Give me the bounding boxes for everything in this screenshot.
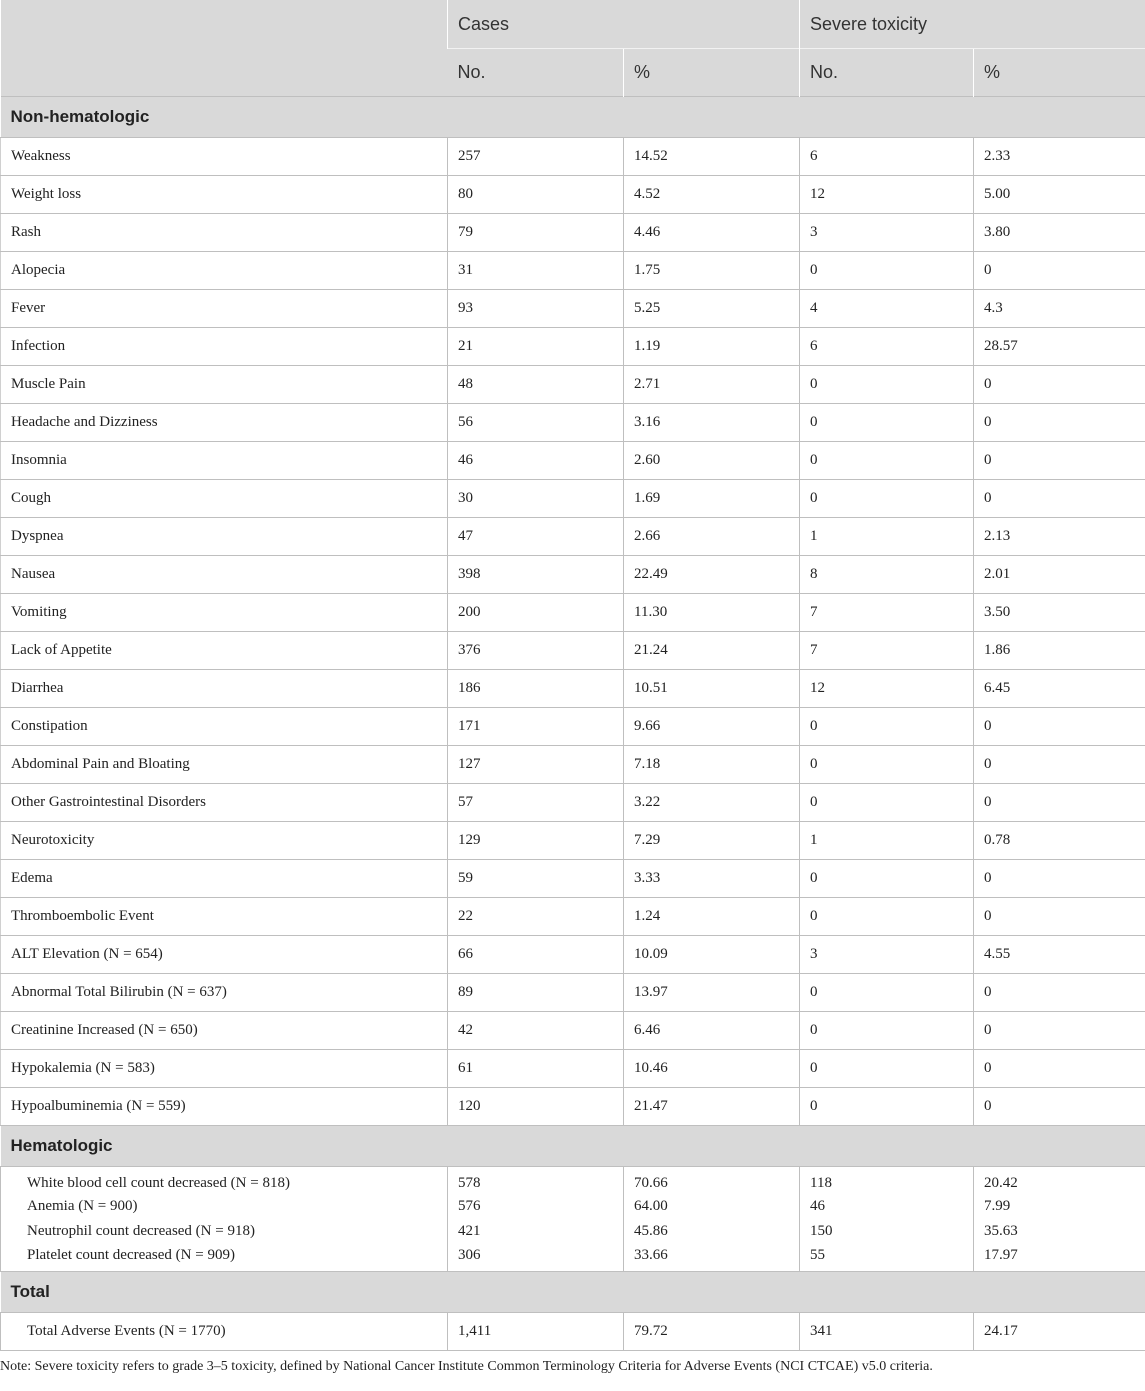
table-row bbox=[1, 442, 1145, 480]
event-name-cell: Abnormal Total Bilirubin (N = 637) bbox=[1, 974, 448, 1012]
event-name-cell: Edema bbox=[1, 860, 448, 898]
severe-no-cell: 0 bbox=[800, 860, 974, 898]
section-title: Total bbox=[1, 1272, 1145, 1313]
cases-no-cell: 257 bbox=[448, 138, 624, 176]
severe-pct-cell: 0 bbox=[974, 784, 1145, 822]
severe-no-cell: 55 bbox=[800, 1244, 974, 1272]
severe-pct-cell: 2.33 bbox=[974, 138, 1145, 176]
event-name-cell: Weakness bbox=[1, 138, 448, 176]
severe-pct-cell: 5.00 bbox=[974, 176, 1145, 214]
table-row bbox=[1, 1088, 1145, 1126]
severe-pct-cell: 0.78 bbox=[974, 822, 1145, 860]
cases-pct-cell: 2.60 bbox=[624, 442, 800, 480]
severe-pct-cell: 2.13 bbox=[974, 518, 1145, 556]
table-row bbox=[1, 290, 1145, 328]
cases-no-cell: 129 bbox=[448, 822, 624, 860]
cases-no-cell: 578 bbox=[448, 1167, 624, 1195]
cases-pct-cell: 21.47 bbox=[624, 1088, 800, 1126]
cases-pct-cell: 6.46 bbox=[624, 1012, 800, 1050]
severe-pct-cell: 0 bbox=[974, 442, 1145, 480]
severe-pct-cell: 0 bbox=[974, 708, 1145, 746]
severe-no-cell: 12 bbox=[800, 176, 974, 214]
event-name-cell: Rash bbox=[1, 214, 448, 252]
severe-no-cell: 3 bbox=[800, 936, 974, 974]
cases-no-cell: 47 bbox=[448, 518, 624, 556]
event-name-cell: Constipation bbox=[1, 708, 448, 746]
event-name-cell: Hypokalemia (N = 583) bbox=[1, 1050, 448, 1088]
table-row bbox=[1, 214, 1145, 252]
event-name-cell: Creatinine Increased (N = 650) bbox=[1, 1012, 448, 1050]
cases-no-cell: 59 bbox=[448, 860, 624, 898]
event-name-cell: Vomiting bbox=[1, 594, 448, 632]
severe-no-cell: 6 bbox=[800, 328, 974, 366]
cases-pct-cell: 10.46 bbox=[624, 1050, 800, 1088]
event-name-cell: Other Gastrointestinal Disorders bbox=[1, 784, 448, 822]
severe-no-cell: 118 bbox=[800, 1167, 974, 1195]
event-name-cell: Infection bbox=[1, 328, 448, 366]
cases-pct-cell: 3.33 bbox=[624, 860, 800, 898]
cases-pct-cell: 4.46 bbox=[624, 214, 800, 252]
section-header-row bbox=[1, 97, 1145, 138]
event-name-cell: Total Adverse Events (N = 1770) bbox=[1, 1313, 448, 1351]
table-header bbox=[1, 0, 1145, 97]
event-name-cell: Anemia (N = 900) bbox=[1, 1194, 448, 1219]
cases-pct-cell: 10.51 bbox=[624, 670, 800, 708]
cases-pct-cell: 5.25 bbox=[624, 290, 800, 328]
cases-no-cell: 42 bbox=[448, 1012, 624, 1050]
cases-no-cell: 48 bbox=[448, 366, 624, 404]
table-row bbox=[1, 860, 1145, 898]
table-row bbox=[1, 556, 1145, 594]
event-name-cell: Neutrophil count decreased (N = 918) bbox=[1, 1219, 448, 1244]
table-row bbox=[1, 1219, 1145, 1244]
table-row bbox=[1, 936, 1145, 974]
table-row bbox=[1, 594, 1145, 632]
severe-pct-cell: 0 bbox=[974, 404, 1145, 442]
severe-no-cell: 341 bbox=[800, 1313, 974, 1351]
event-name-cell: Neurotoxicity bbox=[1, 822, 448, 860]
cases-no-cell: 31 bbox=[448, 252, 624, 290]
cases-pct-cell: 9.66 bbox=[624, 708, 800, 746]
cases-pct-cell: 45.86 bbox=[624, 1219, 800, 1244]
severe-pct-cell: 7.99 bbox=[974, 1194, 1145, 1219]
severe-pct-cell: 0 bbox=[974, 1012, 1145, 1050]
severe-pct-cell: 0 bbox=[974, 974, 1145, 1012]
severe-no-cell: 0 bbox=[800, 784, 974, 822]
event-name-cell: Hypoalbuminemia (N = 559) bbox=[1, 1088, 448, 1126]
severe-pct-cell: 0 bbox=[974, 860, 1145, 898]
event-name-cell: Diarrhea bbox=[1, 670, 448, 708]
severe-pct-cell: 24.17 bbox=[974, 1313, 1145, 1351]
severe-pct-cell: 0 bbox=[974, 898, 1145, 936]
cases-no-cell: 89 bbox=[448, 974, 624, 1012]
cases-no-cell: 93 bbox=[448, 290, 624, 328]
table-row bbox=[1, 176, 1145, 214]
cases-pct-cell: 1.75 bbox=[624, 252, 800, 290]
severe-no-cell: 3 bbox=[800, 214, 974, 252]
severe-no-cell: 0 bbox=[800, 366, 974, 404]
table-row bbox=[1, 708, 1145, 746]
severe-pct-cell: 0 bbox=[974, 1088, 1145, 1126]
header-severe-pct: % bbox=[974, 49, 1145, 97]
header-cases-no: No. bbox=[448, 49, 624, 97]
event-name-cell: Thromboembolic Event bbox=[1, 898, 448, 936]
table-row bbox=[1, 632, 1145, 670]
cases-no-cell: 376 bbox=[448, 632, 624, 670]
severe-no-cell: 7 bbox=[800, 632, 974, 670]
cases-no-cell: 22 bbox=[448, 898, 624, 936]
severe-pct-cell: 28.57 bbox=[974, 328, 1145, 366]
cases-pct-cell: 79.72 bbox=[624, 1313, 800, 1351]
cases-pct-cell: 14.52 bbox=[624, 138, 800, 176]
cases-no-cell: 21 bbox=[448, 328, 624, 366]
severe-no-cell: 1 bbox=[800, 822, 974, 860]
cases-no-cell: 30 bbox=[448, 480, 624, 518]
cases-no-cell: 79 bbox=[448, 214, 624, 252]
cases-no-cell: 120 bbox=[448, 1088, 624, 1126]
severe-no-cell: 46 bbox=[800, 1194, 974, 1219]
cases-no-cell: 61 bbox=[448, 1050, 624, 1088]
table-row bbox=[1, 1244, 1145, 1272]
severe-pct-cell: 17.97 bbox=[974, 1244, 1145, 1272]
severe-pct-cell: 0 bbox=[974, 746, 1145, 784]
cases-pct-cell: 7.29 bbox=[624, 822, 800, 860]
cases-pct-cell: 4.52 bbox=[624, 176, 800, 214]
cases-no-cell: 200 bbox=[448, 594, 624, 632]
severe-no-cell: 0 bbox=[800, 746, 974, 784]
table-row bbox=[1, 974, 1145, 1012]
severe-no-cell: 0 bbox=[800, 480, 974, 518]
cases-pct-cell: 64.00 bbox=[624, 1194, 800, 1219]
severe-no-cell: 7 bbox=[800, 594, 974, 632]
event-name-cell: Nausea bbox=[1, 556, 448, 594]
severe-pct-cell: 0 bbox=[974, 1050, 1145, 1088]
table-row bbox=[1, 480, 1145, 518]
table-row bbox=[1, 404, 1145, 442]
severe-no-cell: 0 bbox=[800, 442, 974, 480]
severe-pct-cell: 3.50 bbox=[974, 594, 1145, 632]
table-row bbox=[1, 366, 1145, 404]
cases-pct-cell: 1.19 bbox=[624, 328, 800, 366]
section-title: Non-hematologic bbox=[1, 97, 1145, 138]
table-row bbox=[1, 784, 1145, 822]
severe-no-cell: 6 bbox=[800, 138, 974, 176]
table-row bbox=[1, 138, 1145, 176]
cases-pct-cell: 2.71 bbox=[624, 366, 800, 404]
cases-pct-cell: 22.49 bbox=[624, 556, 800, 594]
severe-no-cell: 0 bbox=[800, 1050, 974, 1088]
header-blank-cell bbox=[1, 0, 448, 97]
event-name-cell: White blood cell count decreased (N = 818) bbox=[1, 1167, 448, 1195]
cases-no-cell: 127 bbox=[448, 746, 624, 784]
section-header-row bbox=[1, 1126, 1145, 1167]
table-row bbox=[1, 328, 1145, 366]
cases-pct-cell: 33.66 bbox=[624, 1244, 800, 1272]
cases-pct-cell: 1.24 bbox=[624, 898, 800, 936]
cases-no-cell: 1,411 bbox=[448, 1313, 624, 1351]
severe-no-cell: 0 bbox=[800, 974, 974, 1012]
cases-pct-cell: 13.97 bbox=[624, 974, 800, 1012]
table-row bbox=[1, 746, 1145, 784]
table-row bbox=[1, 822, 1145, 860]
table-footnote: Note: Severe toxicity refers to grade 3–5 toxicity, defined by National Cancer Institute Common Terminology Criteria for Adverse Events (NCI CTCAE) v5.0 criteria. bbox=[0, 1359, 933, 1374]
severe-no-cell: 150 bbox=[800, 1219, 974, 1244]
cases-pct-cell: 2.66 bbox=[624, 518, 800, 556]
event-name-cell: Lack of Appetite bbox=[1, 632, 448, 670]
severe-no-cell: 4 bbox=[800, 290, 974, 328]
cases-no-cell: 57 bbox=[448, 784, 624, 822]
table-row bbox=[1, 670, 1145, 708]
severe-no-cell: 0 bbox=[800, 898, 974, 936]
cases-no-cell: 398 bbox=[448, 556, 624, 594]
cases-pct-cell: 11.30 bbox=[624, 594, 800, 632]
severe-pct-cell: 4.3 bbox=[974, 290, 1145, 328]
table-row bbox=[1, 898, 1145, 936]
severe-pct-cell: 0 bbox=[974, 252, 1145, 290]
event-name-cell: Weight loss bbox=[1, 176, 448, 214]
cases-no-cell: 80 bbox=[448, 176, 624, 214]
event-name-cell: Alopecia bbox=[1, 252, 448, 290]
section-title: Hematologic bbox=[1, 1126, 1145, 1167]
event-name-cell: Abdominal Pain and Bloating bbox=[1, 746, 448, 784]
cases-no-cell: 306 bbox=[448, 1244, 624, 1272]
severe-pct-cell: 3.80 bbox=[974, 214, 1145, 252]
severe-pct-cell: 20.42 bbox=[974, 1167, 1145, 1195]
cases-no-cell: 56 bbox=[448, 404, 624, 442]
severe-no-cell: 8 bbox=[800, 556, 974, 594]
cases-pct-cell: 3.22 bbox=[624, 784, 800, 822]
cases-no-cell: 46 bbox=[448, 442, 624, 480]
severe-pct-cell: 2.01 bbox=[974, 556, 1145, 594]
severe-pct-cell: 4.55 bbox=[974, 936, 1145, 974]
table-row bbox=[1, 252, 1145, 290]
cases-pct-cell: 10.09 bbox=[624, 936, 800, 974]
table-row bbox=[1, 1313, 1145, 1351]
table-body bbox=[1, 97, 1145, 1351]
event-name-cell: ALT Elevation (N = 654) bbox=[1, 936, 448, 974]
cases-no-cell: 576 bbox=[448, 1194, 624, 1219]
table-row bbox=[1, 1194, 1145, 1219]
severe-pct-cell: 0 bbox=[974, 366, 1145, 404]
cases-no-cell: 186 bbox=[448, 670, 624, 708]
header-severe-no: No. bbox=[800, 49, 974, 97]
cases-pct-cell: 1.69 bbox=[624, 480, 800, 518]
table-row bbox=[1, 1050, 1145, 1088]
event-name-cell: Fever bbox=[1, 290, 448, 328]
table-row bbox=[1, 1012, 1145, 1050]
severe-pct-cell: 0 bbox=[974, 480, 1145, 518]
severe-no-cell: 0 bbox=[800, 708, 974, 746]
severe-no-cell: 0 bbox=[800, 404, 974, 442]
cases-pct-cell: 7.18 bbox=[624, 746, 800, 784]
severe-pct-cell: 6.45 bbox=[974, 670, 1145, 708]
severe-no-cell: 1 bbox=[800, 518, 974, 556]
severe-pct-cell: 35.63 bbox=[974, 1219, 1145, 1244]
event-name-cell: Dyspnea bbox=[1, 518, 448, 556]
severe-no-cell: 12 bbox=[800, 670, 974, 708]
event-name-cell: Platelet count decreased (N = 909) bbox=[1, 1244, 448, 1272]
event-name-cell: Headache and Dizziness bbox=[1, 404, 448, 442]
header-cases-group: Cases bbox=[448, 0, 800, 49]
cases-pct-cell: 70.66 bbox=[624, 1167, 800, 1195]
cases-pct-cell: 3.16 bbox=[624, 404, 800, 442]
cases-no-cell: 66 bbox=[448, 936, 624, 974]
cases-no-cell: 421 bbox=[448, 1219, 624, 1244]
table-row bbox=[1, 518, 1145, 556]
header-severe-group: Severe toxicity bbox=[800, 0, 1145, 49]
event-name-cell: Cough bbox=[1, 480, 448, 518]
section-header-row bbox=[1, 1272, 1145, 1313]
table-row bbox=[1, 1167, 1145, 1195]
severe-no-cell: 0 bbox=[800, 252, 974, 290]
header-cases-pct: % bbox=[624, 49, 800, 97]
severe-pct-cell: 1.86 bbox=[974, 632, 1145, 670]
event-name-cell: Insomnia bbox=[1, 442, 448, 480]
cases-no-cell: 171 bbox=[448, 708, 624, 746]
event-name-cell: Muscle Pain bbox=[1, 366, 448, 404]
severe-no-cell: 0 bbox=[800, 1012, 974, 1050]
cases-pct-cell: 21.24 bbox=[624, 632, 800, 670]
severe-no-cell: 0 bbox=[800, 1088, 974, 1126]
